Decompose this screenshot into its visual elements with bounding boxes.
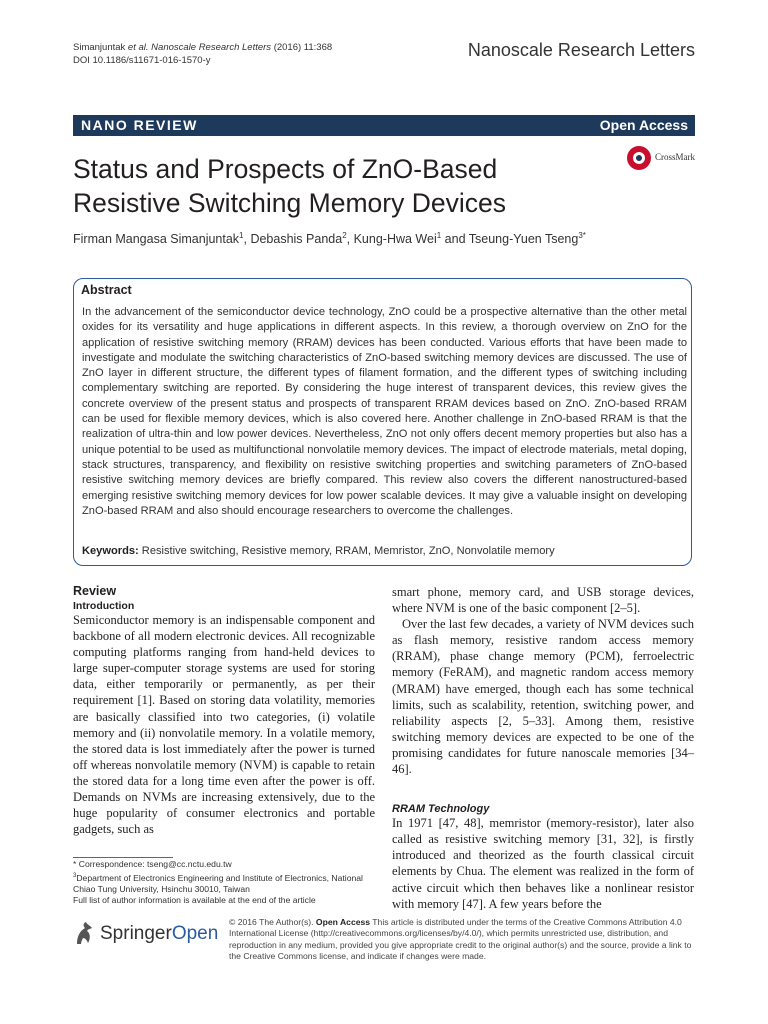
crossmark-icon [627,146,651,170]
springer-horse-icon [73,920,95,946]
footnote-rule [73,857,173,858]
license-copyright: © 2016 The Author(s). [229,917,316,927]
open-access-label: Open Access [599,117,688,133]
publisher-brand-open: Open [171,923,219,944]
crossmark-label: CrossMark [655,152,695,162]
springer-open-logo [73,920,223,950]
affiliation-sup: 3 [73,872,77,879]
body-paragraph: smart phone, memory card, and USB storage devices, where NVM is one of the basic component [2–5]. [392,585,694,616]
correspondence: * Correspondence: tseng@cc.nctu.edu.tw [73,859,232,869]
citation-volume: (2016) 11:368 [273,42,333,53]
article-type-label: NANO REVIEW [81,117,198,133]
author-affiliation-sup: 1 [239,231,244,240]
citation-etal: et al. [127,42,149,53]
author-affiliation-sup: 2 [342,231,347,240]
body-column-left [73,584,375,837]
author-affiliation-sup: 1 [436,231,442,240]
abstract-heading: Abstract [81,283,132,297]
author-name: and Tseung-Yuen Tseng [441,232,579,247]
affiliation-text: Department of Electronics Engineering and Institute of Electronics, National Chiao Tung University, Hsinchu 30010, Taiwan [73,872,363,894]
title-line-1: Status and Prospects of ZnO-Based [73,154,498,184]
author-name: , Kung-Hwa Wei [346,232,437,247]
author-name: Firman Mangasa Simanjuntak [73,232,240,247]
author-name: , Debashis Panda [243,232,343,247]
footnotes [73,859,373,907]
citation-authors: Simanjuntak [73,42,126,53]
subsection-heading-rram: RRAM Technology [392,803,490,816]
journal-name: Nanoscale Research Letters [467,40,695,60]
affiliation [73,871,373,896]
title-line-2: Resistive Switching Memory Devices [73,188,506,218]
full-list-note: Full list of author information is available at the end of the article [73,895,316,906]
license-text [229,917,697,962]
publisher-brand-springer: Springer [100,923,172,944]
keywords-label: Keywords: [82,545,139,557]
body-paragraph: Semiconductor memory is an indispensable component and backbone of all modern electronic devices. All recognizable computing platforms ranging from hand-held devices to large super-computer storage systems are used for storing data, either temporarily or permanently, as per their requirement [1]. Based on storing data volatility, memories are basically classified into two categories, (i) volatile memory and (ii) nonvolatile memory. In a volatile memory, the stored data is lost immediately after the power is turned off whereas nonvolatile memory (NVM) is capable to retain the stored data for a long time even after the power is off. Demands on NVMs are increasing extensively, due to the huge popularity of consumer electronics and portable gadgets, such as [73,613,375,837]
body-column-right [392,584,694,912]
keywords-list: Resistive switching, Resistive memory, RRAM, Memristor, ZnO, Nonvolatile memory [138,545,555,557]
license-open-access: Open Access [315,917,371,927]
article-type-banner [73,115,695,136]
article-title [73,152,613,220]
author-list [73,231,586,246]
author-affiliation-sup: 3* [578,231,586,240]
body-paragraph: Over the last few decades, a variety of NVM devices such as flash memory, resistive random access memory (RRAM), phase change memory (PCM), ferroelectric memory (FeRAM), and magnetic random access memory (MRAM) have emerged, though each has some technical limits, such as scalability, retention, switching power, and reliability aspects [2, 5–33]. Among them, resistive switching memory devices are expected to be one of the promising candidates for future nanoscale memories [34–46]. [392,617,694,777]
subsection-heading-introduction: Introduction [73,600,135,612]
citation-line [73,41,332,54]
citation-header [73,41,332,67]
license-body: This article is distributed under the terms of the Creative Commons Attribution 4.0 International License (http://creativecommons.org/licenses/by/4.0/), which permits unrestricted use, distribution, and reproduction in any medium, provided you give appropriate credit to the original author(s) and the source, provide a link to the Creative Commons license, and indicate if changes were made. [229,917,692,961]
crossmark-badge[interactable] [627,146,707,172]
publisher-brand [100,923,218,945]
keywords [82,545,687,557]
body-paragraph: In 1971 [47, 48], memristor (memory-resistor), later also called as resistive switching memory [31, 32], is firstly introduced and theorized as the fourth classical circuit elements by Chua. The element was realized in the form of active circuit which then behaves like a nonlinear resistor with memory [47]. A few years before the [392,816,694,911]
section-heading-review: Review [73,584,117,598]
abstract-text: In the advancement of the semiconductor device technology, ZnO could be a prospective alternative than the other metal oxides for its versatility and huge applications in different aspects. In this review, a thorough overview on ZnO for the application of resistive switching memory (RRAM) devices has been conducted. Various efforts that have been made to investigate and modulate the switching characteristics of ZnO-based switching memory devices are discussed. The use of ZnO layer in different structure, the different types of filament formation, and the different types of switching including complementary switching are reported. By considering the huge interest of transparent devices, this review gives the concrete overview of the present status and prospects of transparent RRAM devices based on ZnO. ZnO-based RRAM can be used for flexible memory devices, which is also covered here. Another challenge in ZnO-based RRAM is that the realization of ultra-thin and low power devices. Nevertheless, ZnO not only offers decent memory properties but also has a unique potential to be used as multifunctional nonvolatile memory devices. The impact of electrode materials, metal doping, stack structures, transparency, and flexibility on resistive switching properties and switching parameters of ZnO-based resistive switching memory devices are briefly compared. This review also covers the different nanostructured-based emerging resistive switching memory devices for low power scalable devices. It may give a valuable insight on developing ZnO-based RRAM and also should encourage researchers to overcome the challenges. [82,306,687,517]
citation-journal: Nanoscale Research Letters [151,42,272,53]
doi: DOI 10.1186/s11671-016-1570-y [73,55,211,66]
